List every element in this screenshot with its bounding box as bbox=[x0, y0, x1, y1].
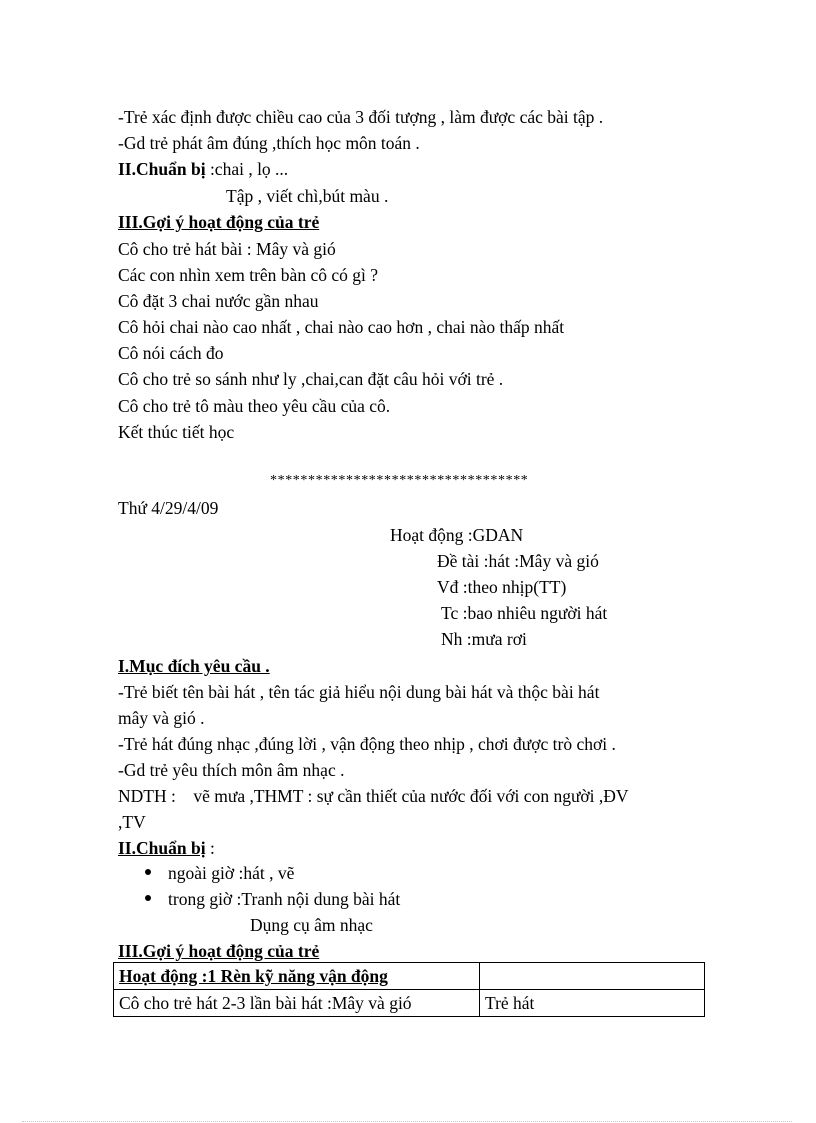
lesson-nh: Nh :mưa rơi bbox=[441, 629, 527, 649]
section3b-heading: III.Gợi ý hoạt động của trẻ bbox=[118, 941, 320, 961]
table-header-left: Hoạt động :1 Rèn kỹ năng vận động bbox=[114, 963, 480, 990]
section1-heading: I.Mục đích yêu cầu . bbox=[118, 656, 270, 676]
prep-heading: II.Chuẩn bị bbox=[118, 159, 206, 179]
prep-line-1 bbox=[118, 158, 288, 180]
prep2-bullet-item: trong giờ :Tranh nội dung bài hát bbox=[168, 889, 401, 909]
prep2-colon: : bbox=[205, 838, 215, 858]
prep2-heading: II.Chuẩn bị bbox=[118, 838, 206, 858]
prep-text: :chai , lọ ... bbox=[205, 159, 289, 179]
activity-line: Cô cho trẻ so sánh như ly ,chai,can đặt câu hỏi với trẻ . bbox=[118, 369, 504, 389]
prep2-extra: Dụng cụ âm nhạc bbox=[250, 915, 373, 935]
goal-line: -Trẻ biết tên bài hát , tên tác giả hiểu nội dung bài hát và thộc bài hát bbox=[118, 682, 600, 702]
goal-line: mây và gió . bbox=[118, 708, 205, 728]
date: Thứ 4/29/4/09 bbox=[118, 498, 219, 518]
table-row bbox=[114, 990, 705, 1017]
activity-line: Kết thúc tiết học bbox=[118, 422, 235, 442]
goal-line: -Gd trẻ yêu thích môn âm nhạc . bbox=[118, 760, 345, 780]
goal-line-1: -Trẻ xác định được chiều cao của 3 đối tượng , làm được các bài tập . bbox=[118, 107, 604, 127]
activity-line: Cô cho trẻ hát bài : Mây và gió bbox=[118, 239, 336, 259]
bullet-icon bbox=[145, 869, 151, 875]
page-bottom-divider bbox=[22, 1121, 792, 1122]
lesson-topic: Đề tài :hát :Mây và gió bbox=[437, 551, 599, 571]
activity-line: Cô đặt 3 chai nước gần nhau bbox=[118, 291, 319, 311]
table-header-right bbox=[480, 963, 705, 990]
table-cell-right: Trẻ hát bbox=[480, 990, 705, 1017]
goal-line-2: -Gd trẻ phát âm đúng ,thích học môn toán . bbox=[118, 133, 420, 153]
prep2-line bbox=[118, 837, 215, 859]
lesson-activity: Hoạt động :GDAN bbox=[390, 525, 524, 545]
lesson-tc: Tc :bao nhiêu người hát bbox=[441, 603, 608, 623]
prep-line-2: Tập , viết chì,bút màu . bbox=[226, 186, 389, 206]
lesson-vd: Vđ :theo nhịp(TT) bbox=[437, 577, 567, 597]
goal-line: ,TV bbox=[118, 812, 146, 832]
activity-line: Cô nói cách đo bbox=[118, 343, 224, 363]
separator: ********************************** bbox=[270, 473, 529, 488]
table-row bbox=[114, 963, 705, 990]
activity-line: Cô cho trẻ tô màu theo yêu cầu của cô. bbox=[118, 396, 391, 416]
activity-table bbox=[113, 962, 705, 1017]
section3-heading: III.Gợi ý hoạt động của trẻ bbox=[118, 212, 320, 232]
bullet-icon bbox=[145, 895, 151, 901]
prep2-bullet-item: ngoài giờ :hát , vẽ bbox=[168, 863, 295, 883]
goal-line: -Trẻ hát đúng nhạc ,đúng lời , vận động theo nhịp , chơi được trò chơi . bbox=[118, 734, 616, 754]
activity-line: Cô hỏi chai nào cao nhất , chai nào cao hơn , chai nào thấp nhất bbox=[118, 317, 565, 337]
table-cell-left: Cô cho trẻ hát 2-3 lần bài hát :Mây và gió bbox=[114, 990, 480, 1017]
activity-line: Các con nhìn xem trên bàn cô có gì ? bbox=[118, 265, 378, 285]
goal-line: NDTH : vẽ mưa ,THMT : sự cần thiết của nước đối với con người ,ĐV bbox=[118, 786, 629, 806]
